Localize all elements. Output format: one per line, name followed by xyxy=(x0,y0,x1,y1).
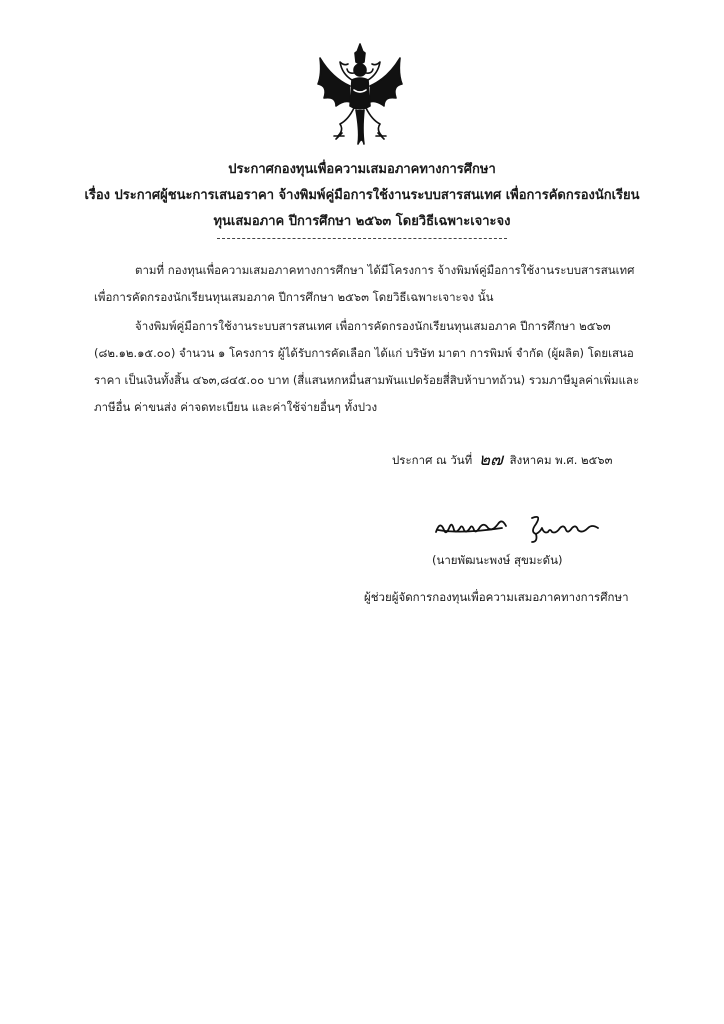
paragraph-1-line-1: ตามที่ กองทุนเพื่อความเสมอภาคทางการศึกษา ได้มีโครงการ จ้างพิมพ์คู่มือการใช้งานระบบสารสนเทศ xyxy=(135,263,635,277)
announcement-date xyxy=(392,445,612,472)
paragraph-2-line-1: จ้างพิมพ์คู่มือการใช้งานระบบสารสนเทศ เพื่อการคัดกรองนักเรียนทุนเสมอภาค ปีการศึกษา ๒๕๖๓ xyxy=(135,319,611,333)
garuda-emblem-icon xyxy=(314,40,406,152)
dashed-divider xyxy=(217,238,507,239)
handwritten-signature xyxy=(432,510,602,544)
handwritten-day: ๒๗ xyxy=(478,450,503,470)
subject-line-continued: ทุนเสมอภาค ปีการศึกษา ๒๕๖๓ โดยวิธีเฉพาะเจาะจง xyxy=(213,214,511,229)
signer-name: (นายพัฒนะพงษ์ สุขมะดัน) xyxy=(432,553,563,567)
paragraph-2-line-3: ราคา เป็นเงินทั้งสิ้น ๔๖๓,๘๔๕.๐๐ บาท (สี่แสนหกหมื่นสามพันแปดร้อยสี่สิบห้าบาทถ้วน) รวมภาษีมูลค่าเพิ่มและ xyxy=(94,373,640,387)
subject-line: เรื่อง ประกาศผู้ชนะการเสนอราคา จ้างพิมพ์คู่มือการใช้งานระบบสารสนเทศ เพื่อการคัดกรองนักเรียน xyxy=(84,188,640,203)
date-prefix: ประกาศ ณ วันที่ xyxy=(392,453,473,467)
signer-title: ผู้ช่วยผู้จัดการกองทุนเพื่อความเสมอภาคทางการศึกษา xyxy=(364,590,629,604)
paragraph-2-line-4: ภาษีอื่น ค่าขนส่ง ค่าจดทะเบียน และค่าใช้จ่ายอื่นๆ ทั้งปวง xyxy=(94,400,378,414)
announcement-title: ประกาศกองทุนเพื่อความเสมอภาคทางการศึกษา xyxy=(228,162,496,177)
paragraph-1-line-2: เพื่อการคัดกรองนักเรียนทุนเสมอภาค ปีการศึกษา ๒๕๖๓ โดยวิธีเฉพาะเจาะจง นั้น xyxy=(94,290,494,304)
paragraph-2-line-2: (๘๒.๑๒.๑๕.๐๐) จำนวน ๑ โครงการ ผู้ได้รับการคัดเลือก ได้แก่ บริษัท มาตา การพิมพ์ จำกัด (ผู้ผลิต) โดยเสนอ xyxy=(94,346,634,360)
date-suffix: สิงหาคม พ.ศ. ๒๕๖๓ xyxy=(509,453,613,467)
